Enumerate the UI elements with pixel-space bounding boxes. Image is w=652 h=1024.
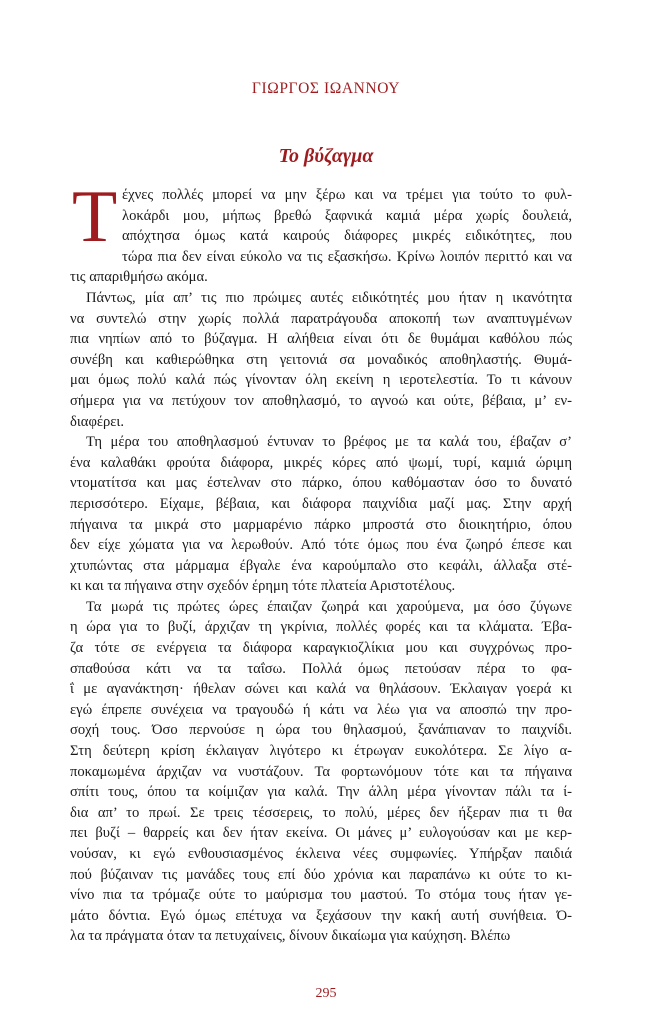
text-line: ΐ με αγανάκτηση· ήθελαν σώνει και καλά να θηλάσουν. Έκλαιγαν γοερά κι <box>70 681 572 698</box>
text-line: συνέβη και καθιερώθηκα στη γειτονιά σα μοναδικός αποθηλαστής. Θυμά- <box>70 351 572 368</box>
text-line: εγώ έπρεπε συνέχεια να τραγουδώ ή κάτι να λέω για να αποσπώ την προ- <box>70 701 572 718</box>
text-line: μαι όμως πολύ καλά πώς γίνονταν όλη εκείνη η ιεροτελεστία. Το τι κάνουν <box>70 372 572 389</box>
text-line: χτυπώντας στα μάρμαμα έβγαλε ένα καρούμπαλο στο κεφάλι, άλλαξα στέ- <box>70 557 572 574</box>
text-line: νίνο πια τα τρόμαζε ούτε το μαύρισμα του μαστού. Το στόμα τους ήταν γε- <box>70 887 572 904</box>
text-line: τώρα πια δεν είναι εύκολο να τις εξασκήσω. Κρίνω λοιπόν περιττό και να <box>122 248 572 265</box>
paragraph-3 <box>70 432 572 597</box>
page-number: 295 <box>315 986 337 1001</box>
text-line: Τη μέρα του αποθηλασμού έντυναν το βρέφος με τα καλά του, έβαζαν σ’ <box>86 434 572 451</box>
text-line: ένα καλαθάκι φρούτα διάφορα, μικρές κόρες από ψωμί, τυρί, καμιά ώριμη <box>70 454 572 471</box>
text-line: σπαθούσα κάτι να τα ταΐσω. Πολλά όμως πετούσαν πέρα το φα- <box>70 660 572 677</box>
text-line: έχνες πολλές μπορεί να μην ξέρω και να τρέμει για τούτο το φυλ- <box>122 187 572 203</box>
text-line: πει βυζί – θαρρείς και δεν ήταν εκείνα. Οι μάνες μ’ ευλογούσαν και με κερ- <box>70 825 572 842</box>
text-line: απόχτησα όμως κατά καιρούς διάφορες μικρές ειδικότητες, που <box>122 228 572 245</box>
text-line: Πάντως, μία απ’ τις πιο πρώιμες αυτές ειδικότητές μου ήταν η ικανότητα <box>86 289 572 306</box>
paragraph-2 <box>70 288 572 432</box>
text-line: ντοματίτσα και μας έστελναν στο πάρκο, όπου καθόμασταν όσο το δυνατό <box>70 475 572 492</box>
text-line: πήγαινα τα μικρά στο μαρμαρένιο πάρκο μπροστά στο διοικητήριο, όπου <box>70 516 572 533</box>
paragraph-1 <box>70 176 572 288</box>
text-line: κι και τα πήγαινα στην σχεδόν έρημη τότε πλατεία Αριστοτέλους. <box>70 578 456 595</box>
body-text <box>70 176 572 947</box>
story-title: Το βύζαγμα <box>278 145 374 167</box>
text-line: πια νηπίων από το βύζαγμα. Η αλήθεια είναι ότι δε θυμάμαι καθόλου πώς <box>70 331 572 348</box>
text-line: μάτο δόντια. Εγώ όμως επέτυχα να ξεχάσουν την κακή αυτή συνήθεια. Ό- <box>70 907 572 924</box>
text-line: δεν είχε χώματα για να λερωθούν. Από τότε όμως που ένα ζωηρό έπεσε και <box>70 537 572 554</box>
text-line: Στη δεύτερη κρίση έκλαιγαν λιγότερο κι έτρωγαν ευκολότερα. Σε λίγο α- <box>70 743 572 760</box>
text-line: λοκάρδι μου, μήπως βρεθώ ξαφνικά καμιά μέρα χωρίς δουλειά, <box>122 207 572 224</box>
text-line: περισσότερο. Είχαμε, βέβαια, και διάφορα παιχνίδια μαζί μας. Στην αρχή <box>70 495 572 512</box>
text-line: σπίτι τους, όπου τα κοίμιζαν για καλά. Την άλλη μέρα γίνονταν πάλι τα ί- <box>70 784 572 801</box>
text-line: η ώρα για το βυζί, άρχιζαν τη γκρίνια, πολλές φορές και τα κλάματα. Έβα- <box>70 619 572 636</box>
text-line: σήμερα για να πετύχουν τον αποθηλασμό, το αγνοώ και ούτε, βέβαια, μ’ εν- <box>70 392 572 409</box>
text-line: να συντελώ στην χωρίς πολλά παρατράγουδα αποκοπή των αναπτυγμένων <box>70 310 572 327</box>
running-head-author: ΓΙΩΡΓΟΣ ΙΩΑΝΝΟΥ <box>251 80 401 97</box>
text-line: νούσαν, κι εγώ ενθουσιασμένος έκλεινα νέες συμφωνίες. Υπήρξαν παιδιά <box>70 846 572 862</box>
text-line: σοχή τους. Όσο περνούσε η ώρα του θηλασμού, ξανάπιαναν το παιχνίδι. <box>70 722 572 739</box>
text-line: ποκαμωμένα άρχιζαν να νυστάζουν. Τα φορτωνόμουν τότε και τα πήγαινα <box>70 763 572 780</box>
drop-cap: Τ <box>72 176 118 258</box>
text-line: Τα μωρά τις πρώτες ώρες έπαιζαν ζωηρά και χαρούμενα, μα όσο ζύγωνε <box>86 598 572 615</box>
text-line: λα τα πράγματα όταν τα πετυχαίνεις, δίνουν δικαίωμα για καύχηση. Βλέπω <box>70 928 511 945</box>
paragraph-1-lines <box>70 176 572 288</box>
text-line: ζα τότε σε ενέργεια τα διάφορα καραγκιοζλίκια μου και συγχρόνως προ- <box>70 640 572 657</box>
text-line: δια απ’ το πρωί. Σε τρεις τέσσερεις, το πολύ, μέρες δεν ήξεραν πια τι θα <box>70 804 572 821</box>
text-line: πού βύζαιναν τις μανάδες τους επί δύο χρόνια και παραπάνω κι ούτε το κι- <box>70 866 572 883</box>
paragraph-4 <box>70 597 572 947</box>
text-line: διαφέρει. <box>70 413 124 430</box>
text-line: τις απαριθμήσω ακόμα. <box>70 269 208 286</box>
